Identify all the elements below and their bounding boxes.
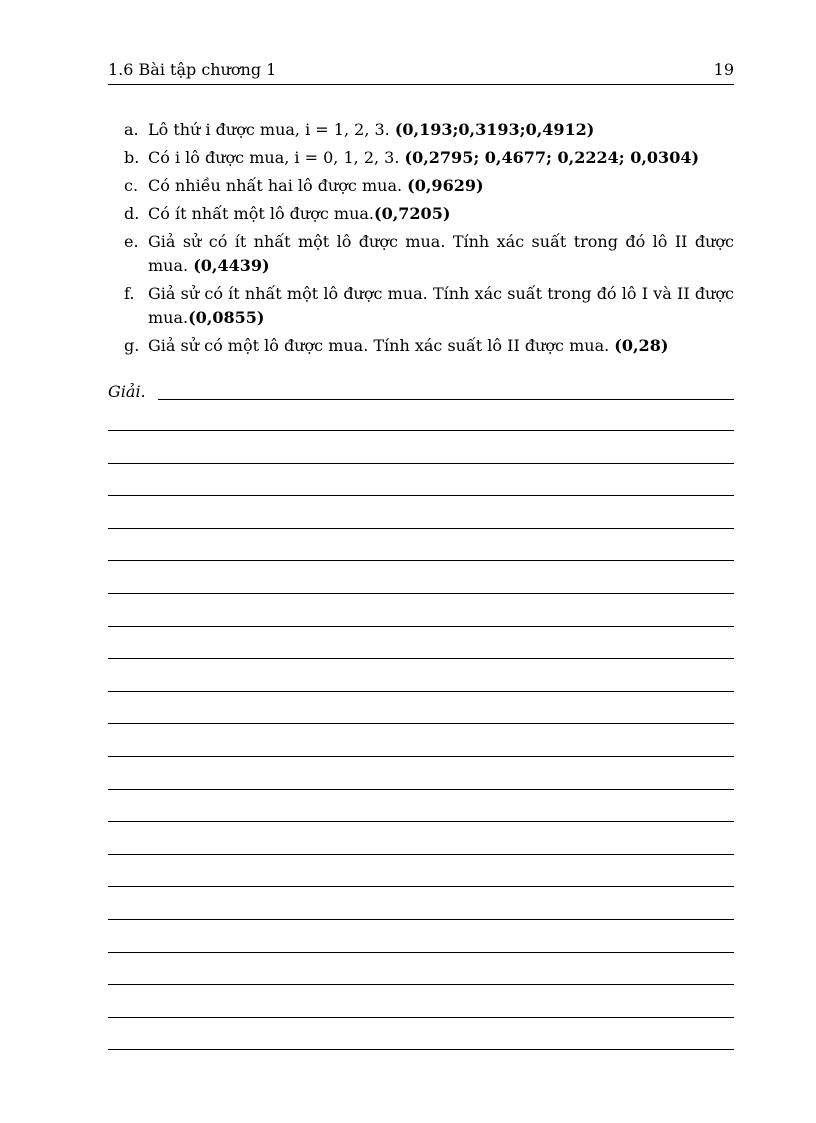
answer-line [108,984,734,985]
item-answer: (0,2795; 0,4677; 0,2224; 0,0304) [404,148,700,167]
answer-line [108,854,734,855]
answer-line [108,658,734,659]
answer-line [108,1049,734,1050]
solution-header [108,382,734,402]
list-item [108,118,734,142]
item-answer: (0,7205) [374,204,451,223]
answer-line [108,756,734,757]
item-label: f. [124,284,135,303]
answer-line [108,723,734,724]
answer-line [108,528,734,529]
item-label: a. [124,120,139,139]
page-header [108,58,734,85]
answer-line [108,626,734,627]
section-title: 1.6 Bài tập chương 1 [108,60,277,79]
item-answer: (0,193;0,3193;0,4912) [394,120,595,139]
item-text: Giả sử có ít nhất một lô được mua. Tính xác suất trong đó lô II được mua. [148,232,734,275]
item-label: c. [124,176,139,195]
answer-line [108,886,734,887]
list-item [108,202,734,226]
answer-line [108,691,734,692]
item-text: Giả sử có ít nhất một lô được mua. Tính xác suất trong đó lô I và II được mua. [148,284,734,327]
item-text: Giả sử có một lô được mua. Tính xác suất lô II được mua. [148,336,615,355]
item-answer: (0,4439) [193,256,270,275]
item-text: Lô thứ i được mua, i = 1, 2, 3. [148,120,395,139]
list-item [108,282,734,330]
item-answer: (0,0855) [188,308,265,327]
answer-line [108,560,734,561]
answer-line [108,593,734,594]
answer-line [108,430,734,431]
answer-line [108,821,734,822]
item-label: d. [124,204,140,223]
item-answer: (0,28) [614,336,669,355]
item-label: b. [124,148,140,167]
item-label: e. [124,232,139,251]
list-item [108,334,734,358]
item-label: g. [124,336,140,355]
list-item [108,230,734,278]
exercise-list [108,118,734,362]
item-answer: (0,9629) [407,176,484,195]
answer-line [108,495,734,496]
answer-line [158,399,734,400]
answer-line [108,789,734,790]
item-text: Có nhiều nhất hai lô được mua. [148,176,408,195]
answer-line [108,463,734,464]
answer-line [108,919,734,920]
list-item [108,146,734,170]
item-text: Có i lô được mua, i = 0, 1, 2, 3. [148,148,405,167]
list-item [108,174,734,198]
solution-label: Giải. [108,382,146,401]
page-number: 19 [713,60,734,79]
answer-line [108,952,734,953]
answer-line [108,1017,734,1018]
item-text: Có ít nhất một lô được mua. [148,204,375,223]
